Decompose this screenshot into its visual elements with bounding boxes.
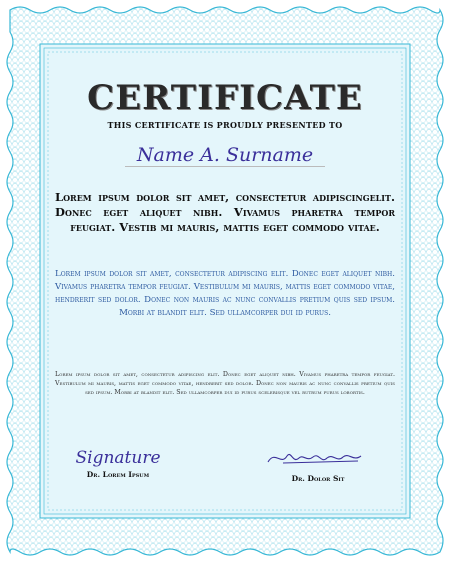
certificate-content bbox=[55, 70, 395, 490]
signer-name: Dr. Lorem Ipsum bbox=[86, 470, 150, 479]
fine-print-paragraph: Lorem ipsum dolor sit amet, consectetur adipiscing elit. Donec eget aliquet nibh. Vivamus pharetra tempor feugiat. Vestibulum mi mauris, mattis eget commodo vitae, hendrerit sed dolor. Donec non mauris ac nunc convallis pretium quis sed ipsum. Morbi at blandit elit. Sed ullamcorper dui id purus scelerisque vel rutrum purus lobortis. bbox=[55, 371, 395, 396]
signature-block-right bbox=[253, 448, 383, 483]
handwritten-signature bbox=[263, 448, 373, 468]
signature-block-left bbox=[53, 448, 183, 479]
body-paragraph: Lorem ipsum dolor sit amet, consectetur adipiscing elit. Donec eget aliquet nibh. Vivamus pharetra tempor feugiat. Vestibulum mi mauris, mattis eget commodo vitae, hendrerit sed dolor. Donec non mauris ac nunc convallis pretium quis sed ipsum. Morbi at blandit elit. Sed ullamcorper dui id purus. bbox=[55, 269, 395, 318]
signer-name: Dr. Dolor Sit bbox=[291, 474, 345, 483]
intro-paragraph: Lorem ipsum dolor sit amet, consectetur adipiscingelit. Donec eget aliquet nibh. Vivamus pharetra tempor feugiat. Vestib mi mauris, mattis eget commodo vitae. bbox=[55, 190, 395, 234]
certificate-subtitle: THIS CERTIFICATE IS PROUDLY PRESENTED TO bbox=[107, 120, 343, 130]
signature-script: Signature bbox=[75, 448, 161, 468]
certificate-title: CERTIFICATE bbox=[87, 78, 363, 118]
recipient-name: Name A. Surname bbox=[136, 144, 314, 166]
recipient-underline bbox=[125, 166, 325, 167]
